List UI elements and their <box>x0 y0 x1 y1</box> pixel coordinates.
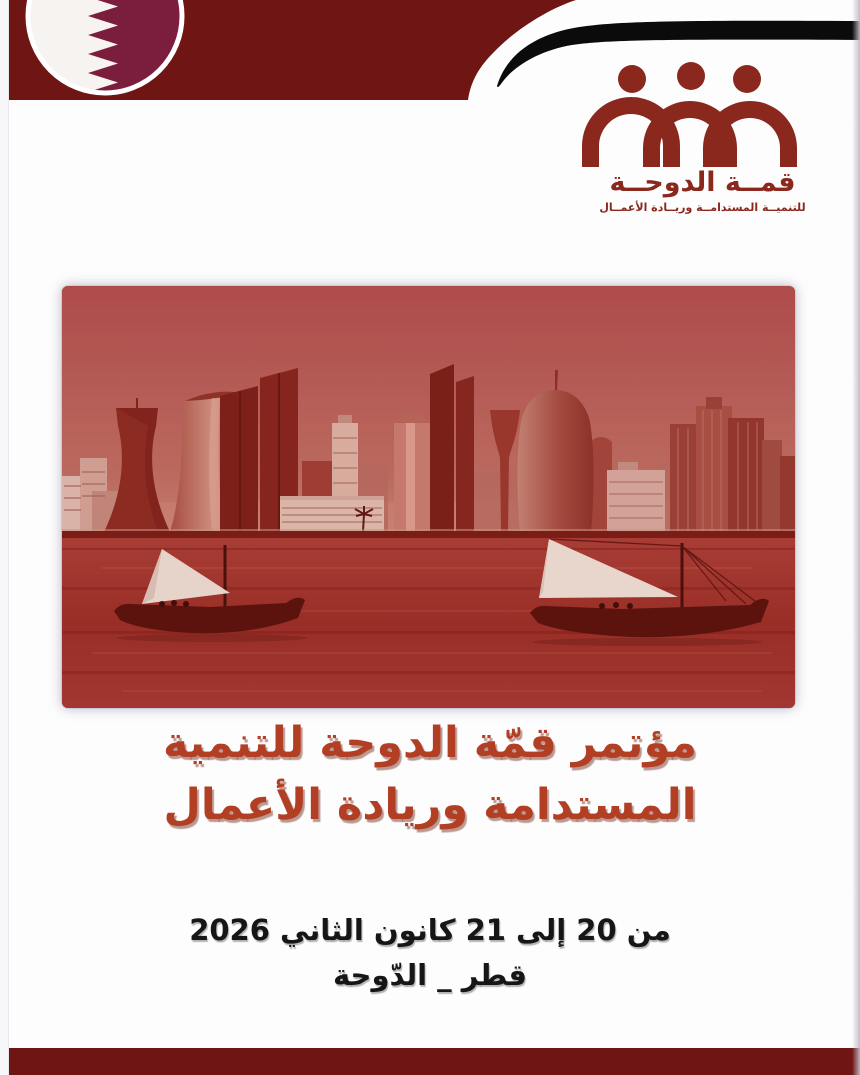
doha-skyline-image <box>62 286 795 708</box>
three-people-logo-icon <box>570 55 820 173</box>
title-line-2: المستدامة وريادة الأعمال <box>163 780 697 830</box>
title-line-1: مؤتمر قمّة الدوحة للتنمية <box>162 718 698 768</box>
central-dark-towers <box>430 364 474 532</box>
light-tower <box>394 414 430 533</box>
event-date: من 20 إلى 21 كانون الثاني 2026 <box>189 913 671 947</box>
logo-subtitle: للتنميــة المستدامــة وريــادة الأعمــال <box>599 201 806 214</box>
page-left-edge <box>0 0 9 1075</box>
page-right-edge <box>852 0 860 1075</box>
logo-title: قمــة الدوحــة <box>609 167 796 198</box>
conference-title <box>0 712 860 836</box>
low-white-cluster <box>607 462 665 533</box>
slab-building <box>280 496 384 532</box>
summit-logo <box>565 55 840 230</box>
event-details <box>0 908 860 998</box>
footer-bar <box>0 1048 860 1075</box>
event-location: قطر _ الدّوحة <box>332 958 528 992</box>
